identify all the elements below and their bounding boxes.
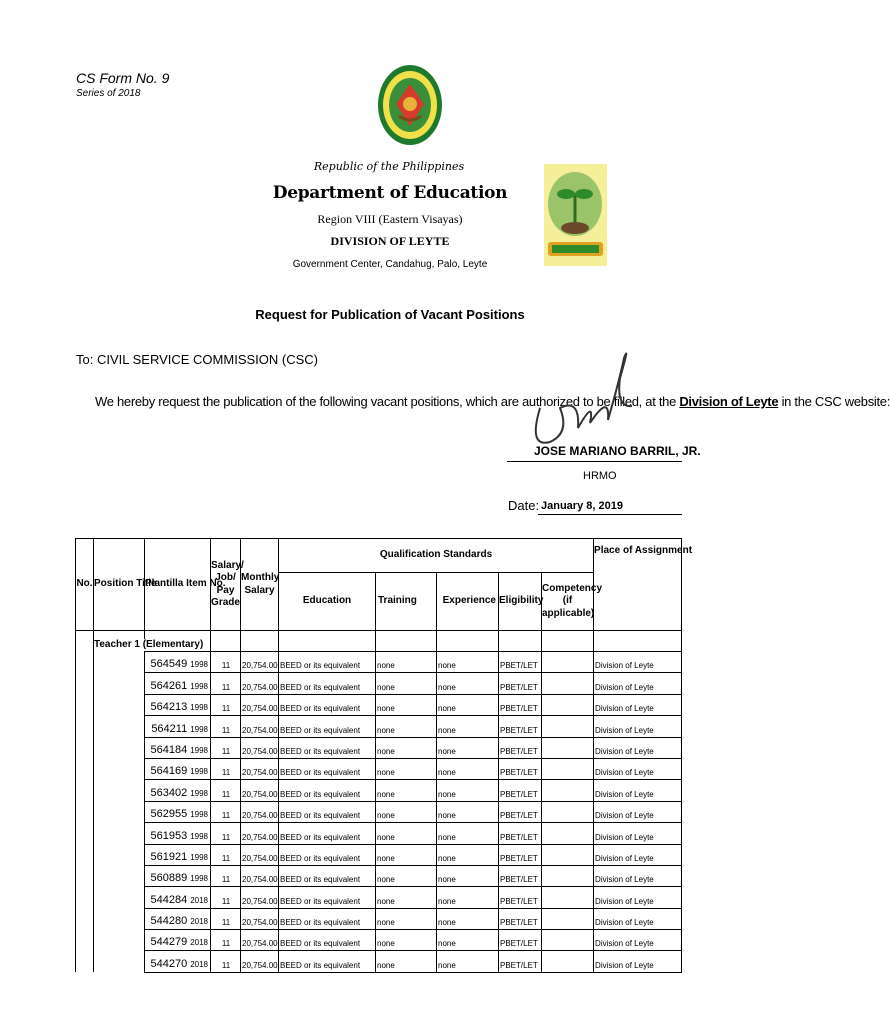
cell-place: Division of Leyte <box>594 673 682 694</box>
cell-experience: none <box>437 844 499 865</box>
cell-training: none <box>376 908 437 929</box>
cell-plantilla <box>145 758 211 779</box>
cell-salary-grade: 11 <box>211 737 241 758</box>
table-row <box>76 652 682 673</box>
cell-eligibility: PBET/LET <box>499 737 542 758</box>
header-experience: Experience <box>437 573 499 631</box>
cell-training: none <box>376 801 437 822</box>
cell-position-title <box>94 694 145 715</box>
cell-plantilla <box>145 951 211 972</box>
cell-training: none <box>376 930 437 951</box>
cell-position-title <box>94 780 145 801</box>
cell-eligibility: PBET/LET <box>499 694 542 715</box>
cell-experience: none <box>437 694 499 715</box>
cell-experience: none <box>437 865 499 886</box>
deped-seal-icon <box>377 64 443 147</box>
plantilla-year: 1998 <box>190 724 208 734</box>
cell-education: BEED or its equivalent <box>279 737 376 758</box>
cell-education: BEED or its equivalent <box>279 887 376 908</box>
cell-experience: none <box>437 737 499 758</box>
cell-place: Division of Leyte <box>594 844 682 865</box>
header-place: Place of Assignment <box>594 539 682 631</box>
cell-no <box>76 951 94 972</box>
cell-competency <box>542 865 594 886</box>
table-row <box>76 951 682 972</box>
plantilla-year: 1998 <box>190 660 208 670</box>
cell-competency <box>542 716 594 737</box>
table-row <box>76 694 682 715</box>
cell-monthly-salary: 20,754.00 <box>241 951 279 972</box>
cell-place: Division of Leyte <box>594 930 682 951</box>
plantilla-year: 2018 <box>190 959 208 969</box>
plantilla-year: 1998 <box>190 703 208 713</box>
plantilla-year: 2018 <box>190 938 208 948</box>
cell-competency <box>542 887 594 908</box>
cell-salary-grade: 11 <box>211 716 241 737</box>
cell-monthly-salary: 20,754.00 <box>241 801 279 822</box>
cell-experience: none <box>437 887 499 908</box>
cell-salary-grade: 11 <box>211 930 241 951</box>
signature-line <box>507 461 682 462</box>
table-row <box>76 908 682 929</box>
cell-experience: none <box>437 823 499 844</box>
cell-monthly-salary: 20,754.00 <box>241 823 279 844</box>
cell-monthly-salary: 20,754.00 <box>241 930 279 951</box>
cell-education: BEED or its equivalent <box>279 844 376 865</box>
date-label: Date: <box>508 498 540 513</box>
cell-no <box>76 865 94 886</box>
cell-training: none <box>376 780 437 801</box>
plantilla-year: 2018 <box>190 895 208 905</box>
cell-education: BEED or its equivalent <box>279 652 376 673</box>
plantilla-number: 564184 <box>150 743 188 756</box>
plantilla-year: 1998 <box>190 831 208 841</box>
cell-experience: none <box>437 673 499 694</box>
cell-competency <box>542 758 594 779</box>
table-row <box>76 887 682 908</box>
cell-eligibility: PBET/LET <box>499 801 542 822</box>
cell-monthly-salary: 20,754.00 <box>241 908 279 929</box>
document-title: Request for Publication of Vacant Positions <box>255 307 525 322</box>
cell-experience: none <box>437 716 499 737</box>
cell-competency <box>542 951 594 972</box>
table-row <box>76 865 682 886</box>
plantilla-number: 560889 <box>150 872 188 885</box>
cell-eligibility: PBET/LET <box>499 908 542 929</box>
cell-training: none <box>376 673 437 694</box>
cell-place: Division of Leyte <box>594 652 682 673</box>
cell-monthly-salary: 20,754.00 <box>241 780 279 801</box>
cell-position-title <box>94 865 145 886</box>
cell-no <box>76 780 94 801</box>
cell-eligibility: PBET/LET <box>499 930 542 951</box>
plantilla-number: 544280 <box>150 915 188 928</box>
cell-place: Division of Leyte <box>594 716 682 737</box>
cell-no <box>76 673 94 694</box>
addressee: To: CIVIL SERVICE COMMISSION (CSC) <box>76 352 318 367</box>
cell-competency <box>542 844 594 865</box>
cell-place: Division of Leyte <box>594 780 682 801</box>
cell-position-title <box>94 758 145 779</box>
cell-no <box>76 801 94 822</box>
department-name: Department of Education <box>272 183 508 203</box>
cell-eligibility: PBET/LET <box>499 887 542 908</box>
cell-training: none <box>376 951 437 972</box>
cell-competency <box>542 673 594 694</box>
plantilla-number: 544279 <box>150 936 188 949</box>
signatory-title: HRMO <box>583 470 617 482</box>
date-line <box>538 514 682 515</box>
cell-monthly-salary: 20,754.00 <box>241 737 279 758</box>
cell-no <box>76 758 94 779</box>
cell-competency <box>542 801 594 822</box>
table-row <box>76 758 682 779</box>
cell-education: BEED or its equivalent <box>279 951 376 972</box>
republic-line: Republic of the Philippines <box>313 160 465 173</box>
cell-no <box>76 694 94 715</box>
cell-place: Division of Leyte <box>594 737 682 758</box>
cell-no <box>76 716 94 737</box>
cell-no <box>76 887 94 908</box>
cell-training: none <box>376 844 437 865</box>
cell-monthly-salary: 20,754.00 <box>241 652 279 673</box>
cell-monthly-salary: 20,754.00 <box>241 758 279 779</box>
cell-monthly-salary: 20,754.00 <box>241 844 279 865</box>
cell-place: Division of Leyte <box>594 951 682 972</box>
cell-eligibility: PBET/LET <box>499 865 542 886</box>
cell-place: Division of Leyte <box>594 887 682 908</box>
cell-experience: none <box>437 780 499 801</box>
cell-education: BEED or its equivalent <box>279 780 376 801</box>
cell-education: BEED or its equivalent <box>279 694 376 715</box>
form-series: Series of 2018 <box>76 88 141 99</box>
plantilla-number: 564213 <box>150 701 188 714</box>
cell-salary-grade: 11 <box>211 694 241 715</box>
cell-position-title <box>94 737 145 758</box>
cell-position-title <box>94 844 145 865</box>
form-number: CS Form No. 9 <box>76 70 170 86</box>
division-name: DIVISION OF LEYTE <box>330 234 450 248</box>
cell-plantilla <box>145 801 211 822</box>
cell-experience: none <box>437 801 499 822</box>
header-qualification: Qualification Standards <box>279 539 594 573</box>
cell-education: BEED or its equivalent <box>279 823 376 844</box>
cell-place: Division of Leyte <box>594 694 682 715</box>
cell-plantilla <box>145 737 211 758</box>
cell-salary-grade: 11 <box>211 801 241 822</box>
cell-education: BEED or its equivalent <box>279 930 376 951</box>
header-training: Training <box>376 573 437 631</box>
cell-training: none <box>376 823 437 844</box>
header-no: No. <box>76 539 94 631</box>
cell-training: none <box>376 652 437 673</box>
cell-no <box>76 930 94 951</box>
plantilla-year: 1998 <box>190 874 208 884</box>
header-monthly-salary: Monthly Salary <box>241 539 279 631</box>
cell-salary-grade: 11 <box>211 865 241 886</box>
cell-eligibility: PBET/LET <box>499 951 542 972</box>
cell-plantilla <box>145 844 211 865</box>
cell-education: BEED or its equivalent <box>279 716 376 737</box>
cell-position-title <box>94 716 145 737</box>
cell-position-title <box>94 801 145 822</box>
plantilla-year: 2018 <box>190 917 208 927</box>
cell-salary-grade: 11 <box>211 951 241 972</box>
plantilla-number: 562955 <box>150 808 188 821</box>
cell-no <box>76 908 94 929</box>
cell-place: Division of Leyte <box>594 801 682 822</box>
cell-competency <box>542 652 594 673</box>
header-salary-grade: Salary/ Job/ Pay Grade <box>211 539 241 631</box>
cell-eligibility: PBET/LET <box>499 652 542 673</box>
table-row <box>76 930 682 951</box>
header-plantilla: Plantilla Item No. <box>145 539 211 631</box>
position-group-label: Teacher 1 (Elementary) <box>94 639 211 652</box>
cell-plantilla <box>145 652 211 673</box>
table-row <box>76 737 682 758</box>
cell-no <box>76 652 94 673</box>
cell-plantilla <box>145 865 211 886</box>
cell-education: BEED or its equivalent <box>279 673 376 694</box>
plantilla-number: 544284 <box>150 893 188 906</box>
cell-plantilla <box>145 694 211 715</box>
cell-eligibility: PBET/LET <box>499 823 542 844</box>
plantilla-year: 1998 <box>190 810 208 820</box>
cell-salary-grade: 11 <box>211 823 241 844</box>
cell-education: BEED or its equivalent <box>279 801 376 822</box>
plantilla-year: 1998 <box>190 852 208 862</box>
cell-place: Division of Leyte <box>594 908 682 929</box>
cell-salary-grade: 11 <box>211 758 241 779</box>
cell-education: BEED or its equivalent <box>279 865 376 886</box>
cell-monthly-salary: 20,754.00 <box>241 887 279 908</box>
cell-no <box>76 737 94 758</box>
cell-no <box>76 844 94 865</box>
cell-salary-grade: 11 <box>211 908 241 929</box>
plantilla-number: 544270 <box>150 957 188 970</box>
plantilla-year: 1998 <box>190 745 208 755</box>
cell-salary-grade: 11 <box>211 780 241 801</box>
cell-experience: none <box>437 930 499 951</box>
cell-competency <box>542 737 594 758</box>
plantilla-number: 563402 <box>150 786 188 799</box>
table-row <box>76 844 682 865</box>
cell-competency <box>542 823 594 844</box>
cell-monthly-salary: 20,754.00 <box>241 865 279 886</box>
request-body-end: in the CSC website: <box>778 394 890 409</box>
cell-salary-grade: 11 <box>211 844 241 865</box>
request-body-start: We hereby request the publication of the following vacant positions, which are authorized to be filled, at the <box>95 394 680 409</box>
cell-education: BEED or its equivalent <box>279 758 376 779</box>
cell-training: none <box>376 865 437 886</box>
cell-position-title <box>94 673 145 694</box>
cell-competency <box>542 694 594 715</box>
cell-eligibility: PBET/LET <box>499 844 542 865</box>
cell-plantilla <box>145 673 211 694</box>
cell-position-title <box>94 823 145 844</box>
cell-plantilla <box>145 908 211 929</box>
office-address: Government Center, Candahug, Palo, Leyte <box>292 259 488 270</box>
cell-plantilla <box>145 716 211 737</box>
request-body-division: Division of Leyte <box>679 394 779 409</box>
cell-no <box>76 823 94 844</box>
plantilla-number: 561953 <box>150 829 188 842</box>
request-body <box>95 394 890 409</box>
region-name: Region VIII (Eastern Visayas) <box>317 212 463 226</box>
signatory-name: JOSE MARIANO BARRIL, JR. <box>534 444 701 458</box>
plantilla-number: 564261 <box>150 679 188 692</box>
cell-place: Division of Leyte <box>594 758 682 779</box>
cell-training: none <box>376 716 437 737</box>
cell-experience: none <box>437 652 499 673</box>
cell-position-title <box>94 930 145 951</box>
cell-eligibility: PBET/LET <box>499 716 542 737</box>
cell-position-title <box>94 951 145 972</box>
cell-place: Division of Leyte <box>594 823 682 844</box>
cell-plantilla <box>145 930 211 951</box>
cell-plantilla <box>145 887 211 908</box>
cell-experience: none <box>437 951 499 972</box>
plantilla-number: 564549 <box>150 658 188 671</box>
cell-position-title <box>94 652 145 673</box>
header-eligibility: Eligibility <box>499 573 542 631</box>
cell-experience: none <box>437 758 499 779</box>
cell-training: none <box>376 737 437 758</box>
date-value: January 8, 2019 <box>541 500 623 512</box>
cell-salary-grade: 11 <box>211 652 241 673</box>
cell-competency <box>542 930 594 951</box>
cell-monthly-salary: 20,754.00 <box>241 716 279 737</box>
cell-training: none <box>376 758 437 779</box>
cell-education: BEED or its equivalent <box>279 908 376 929</box>
cell-competency <box>542 908 594 929</box>
plantilla-number: 564211 <box>151 722 188 735</box>
header-education: Education <box>279 573 376 631</box>
cell-training: none <box>376 887 437 908</box>
cell-monthly-salary: 20,754.00 <box>241 694 279 715</box>
table-row <box>76 780 682 801</box>
vacancy-table <box>75 538 693 973</box>
table-row <box>76 823 682 844</box>
cell-experience: none <box>437 908 499 929</box>
cell-position-title <box>94 908 145 929</box>
cell-eligibility: PBET/LET <box>499 673 542 694</box>
cell-competency <box>542 780 594 801</box>
table-row <box>76 673 682 694</box>
cell-position-title <box>94 887 145 908</box>
cell-eligibility: PBET/LET <box>499 780 542 801</box>
cell-monthly-salary: 20,754.00 <box>241 673 279 694</box>
cell-salary-grade: 11 <box>211 673 241 694</box>
signature-icon <box>520 338 645 456</box>
plantilla-year: 1998 <box>190 681 208 691</box>
cell-place: Division of Leyte <box>594 865 682 886</box>
plantilla-number: 561921 <box>150 850 188 863</box>
header-competency: Competency (if applicable) <box>542 573 594 631</box>
plantilla-year: 1998 <box>190 788 208 798</box>
cell-plantilla <box>145 780 211 801</box>
table-row <box>76 716 682 737</box>
cell-salary-grade: 11 <box>211 887 241 908</box>
cell-eligibility: PBET/LET <box>499 758 542 779</box>
cell-plantilla <box>145 823 211 844</box>
cell-training: none <box>376 694 437 715</box>
plantilla-number: 564169 <box>150 765 188 778</box>
header-position-title: Position Title <box>94 539 145 631</box>
table-row <box>76 801 682 822</box>
plantilla-year: 1998 <box>190 767 208 777</box>
